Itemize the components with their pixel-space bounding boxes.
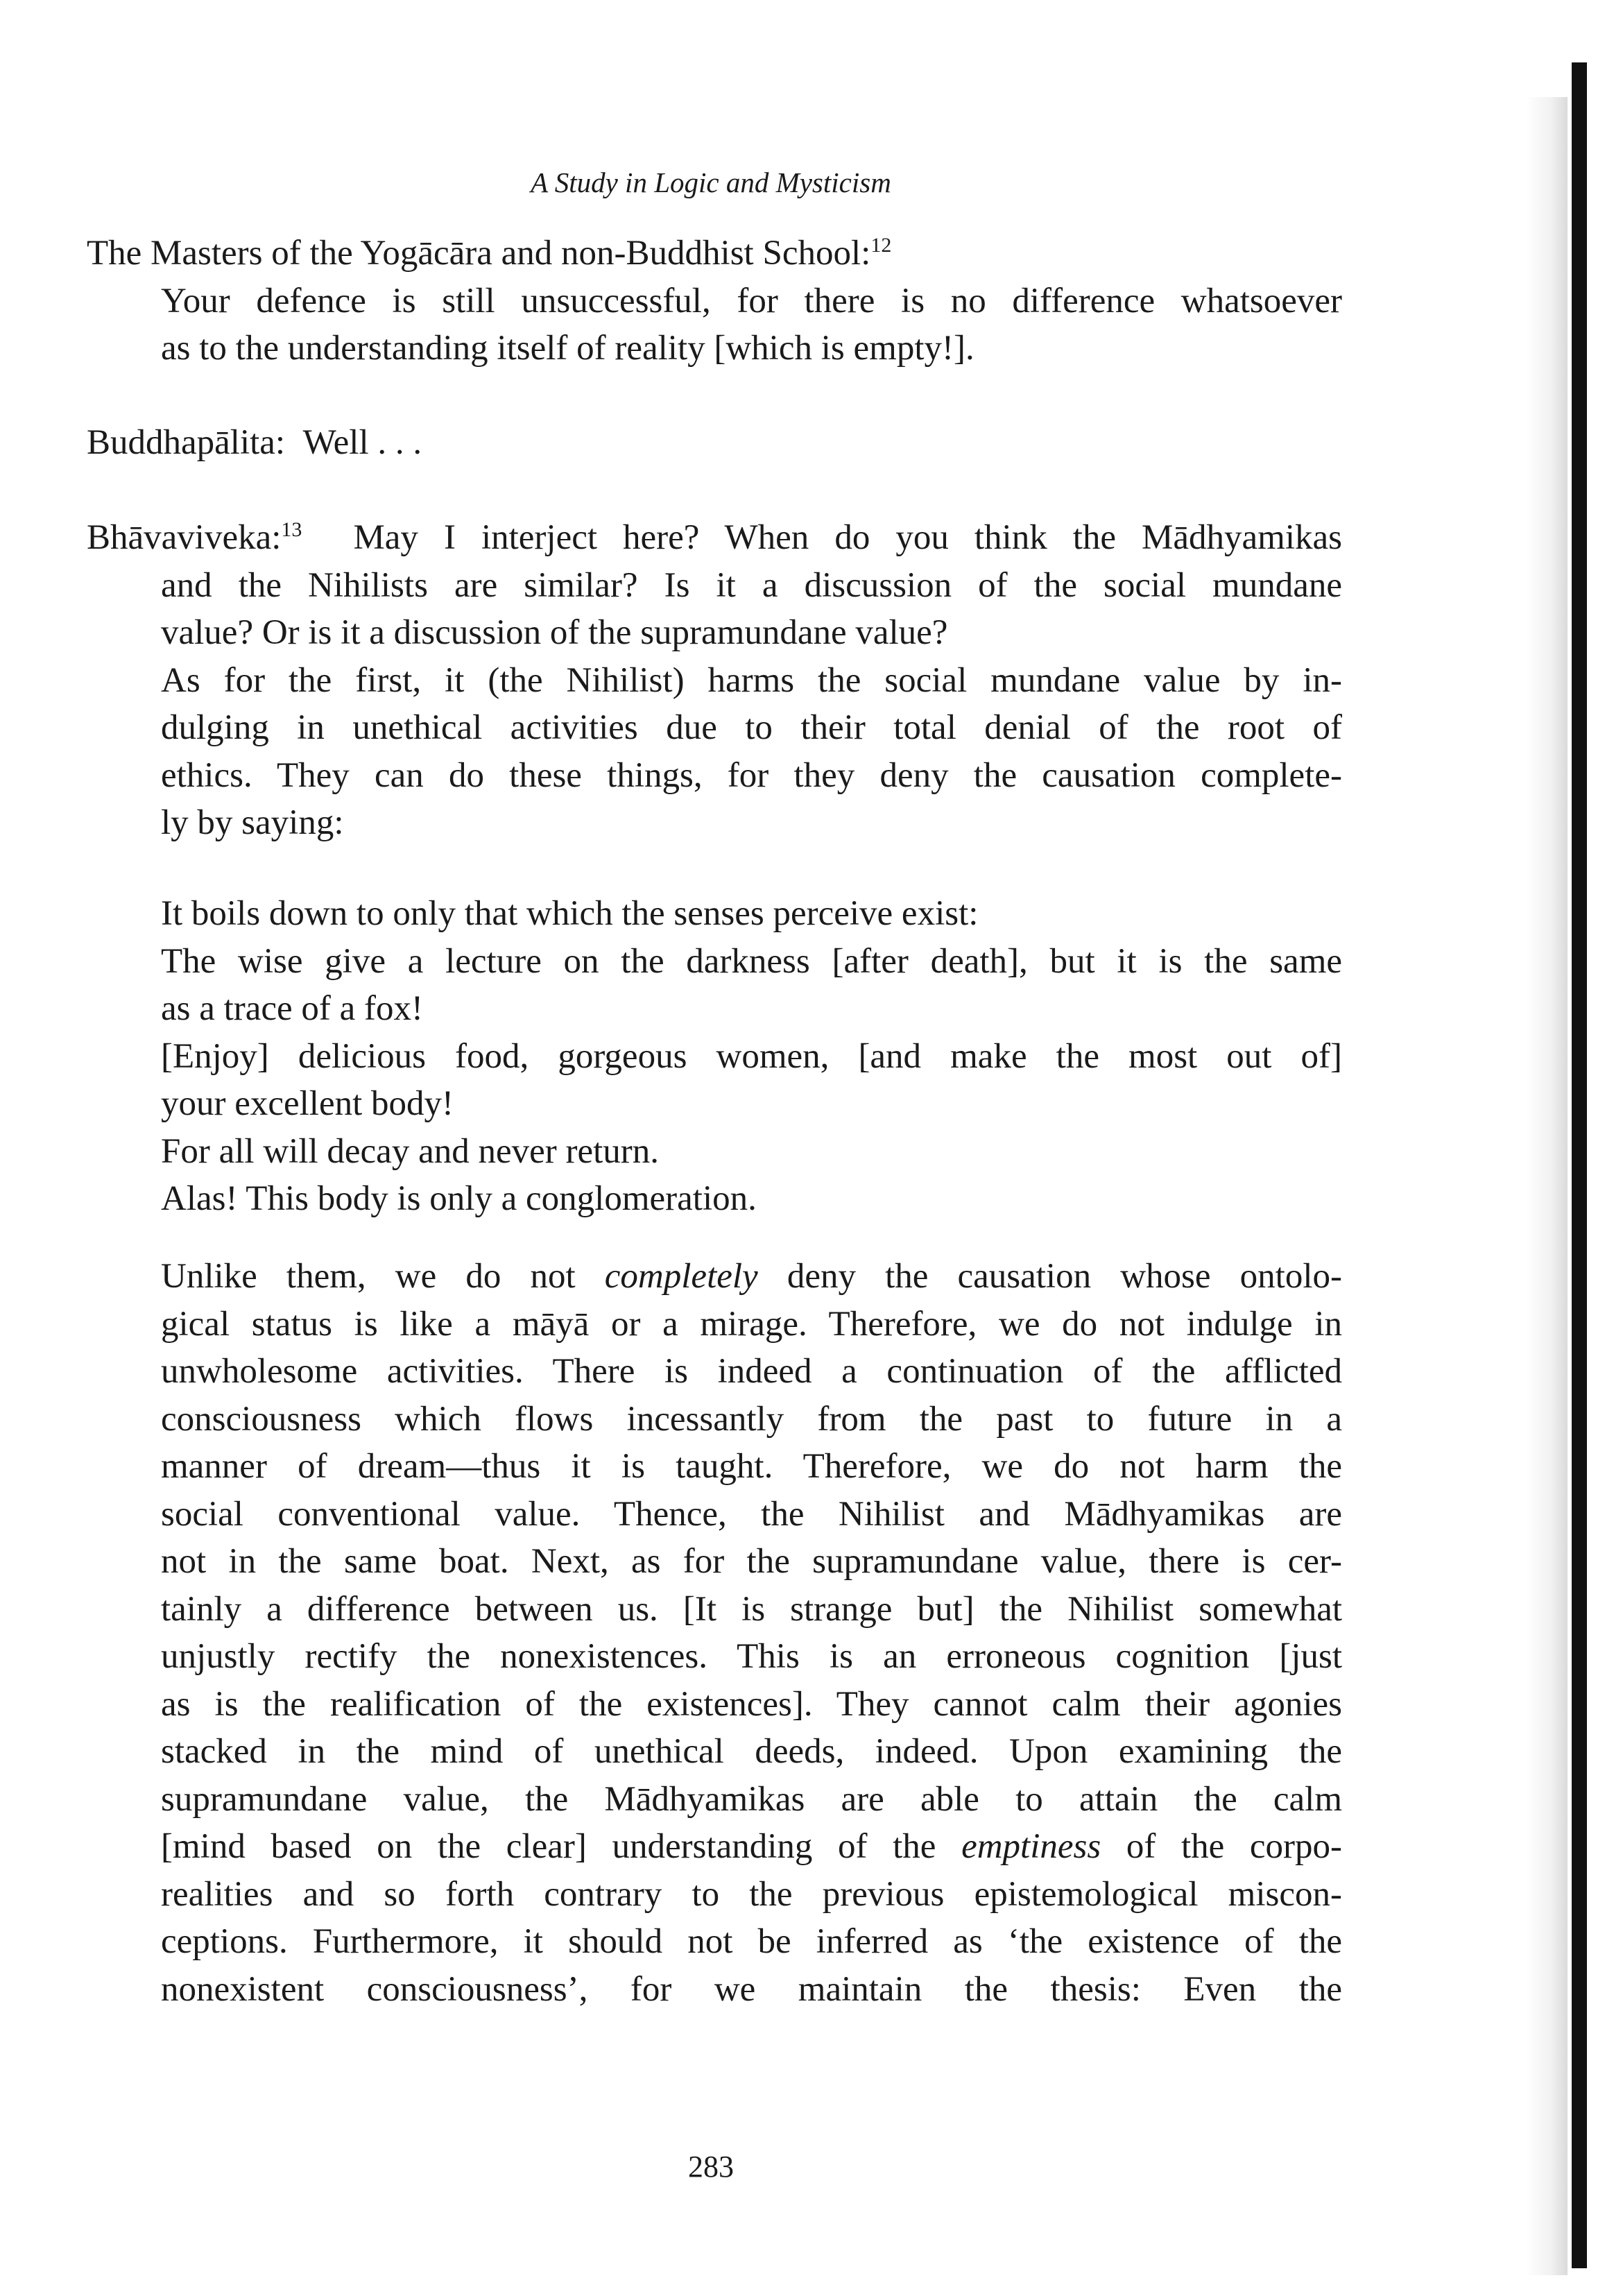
dialogue-text: Well . . . (302, 423, 422, 462)
page-number: 283 (688, 2150, 734, 2184)
text-line: consciousness which flows incessantly from the past to future in a (161, 1399, 1342, 1439)
running-header: A Study in Logic and Mysticism (531, 166, 891, 198)
speaker-block-buddhapalita (87, 419, 1356, 467)
speaker-line (87, 514, 1342, 562)
paragraph-block3 (161, 562, 1342, 847)
verse-line: The wise give a lecture on the darkness [after death], but it is the same (161, 941, 1342, 981)
speaker-block-yogacara (87, 230, 1356, 277)
speaker-line (87, 230, 1356, 277)
binding-edge (1572, 62, 1587, 2268)
text-line: manner of dream—thus it is taught. Therefore, we do not harm the (161, 1447, 1342, 1486)
text-line: gical status is like a māyā or a mirage. Therefore, we do not indulge in (161, 1304, 1342, 1344)
speaker-name: Buddhapālita: (87, 423, 286, 462)
speaker-line (87, 419, 1356, 467)
text-line: nonexistent consciousness’, for we maintain the thesis: Even the (161, 1969, 1342, 2009)
text-line: unwholesome activities. There is indeed a continuation of the afflicted (161, 1352, 1342, 1391)
text-line: social conventional value. Thence, the Nihilist and Mādhyamikas are (161, 1494, 1342, 1534)
text-part: of the corpo- (1126, 1827, 1343, 1866)
verse-line: your excellent body! (161, 1084, 454, 1123)
text-line: As for the first, it (the Nihilist) harms the social mundane value by in- (161, 660, 1342, 700)
emphasis-text: completely (604, 1257, 758, 1296)
text-line: tainly a difference between us. [It is strange but] the Nihilist somewhat (161, 1589, 1342, 1629)
verse-line: [Enjoy] delicious food, gorgeous women, [and make the most out of] (161, 1036, 1342, 1076)
text-part: deny the causation whose ontolo- (787, 1257, 1342, 1296)
text-line: unjustly rectify the nonexistences. This is an erroneous cognition [just (161, 1637, 1342, 1676)
text-line: as to the understanding itself of reality [which is empty!]. (161, 329, 974, 368)
verse-line: It boils down to only that which the senses perceive exist: (161, 894, 979, 933)
text-part: Unlike them, we do not (161, 1257, 576, 1296)
speaker-name: The Masters of the Yogācāra and non-Buddhist School: (87, 234, 871, 273)
text-line: as is the realification of the existences]. They cannot calm their agonies (161, 1684, 1342, 1724)
verse-quotation (161, 890, 1342, 1223)
text-part: [mind based on the clear] understanding of the (161, 1827, 936, 1866)
text-line: not in the same boat. Next, as for the supramundane value, there is cer- (161, 1542, 1342, 1581)
text-line (161, 1253, 1342, 1301)
text-line (161, 1823, 1342, 1871)
gutter-shadow (1526, 97, 1568, 2275)
text-line: Your defence is still unsuccessful, for there is no difference whatsoever (161, 281, 1342, 320)
text-line: ceptions. Furthermore, it should not be inferred as ‘the existence of the (161, 1922, 1342, 1961)
text-line: ethics. They can do these things, for they deny the causation complete- (161, 755, 1342, 795)
text-line: realities and so forth contrary to the previous epistemological miscon- (161, 1874, 1342, 1914)
dialogue-text: May I interject here? When do you think the Mādhyamikas (353, 518, 1342, 557)
verse-line: as a trace of a fox! (161, 989, 424, 1028)
text-line: and the Nihilists are similar? Is it a discussion of the social mundane (161, 565, 1342, 605)
verse-line: For all will decay and never return. (161, 1131, 659, 1171)
speaker-name: Bhāvaviveka: (87, 518, 282, 557)
footnote-ref: 13 (281, 518, 302, 541)
text-line: supramundane value, the Mādhyamikas are able to attain the calm (161, 1779, 1342, 1819)
speaker-block-bhavaviveka (87, 514, 1342, 562)
paragraph-block4 (161, 1253, 1342, 2013)
text-line: dulging in unethical activities due to their total denial of the root of (161, 708, 1342, 747)
footnote-ref: 12 (870, 234, 892, 257)
verse-line: Alas! This body is only a conglomeration. (161, 1179, 757, 1218)
paragraph-block1 (161, 277, 1342, 372)
text-line: ly by saying: (161, 803, 344, 842)
emphasis-text: emptiness (961, 1827, 1101, 1866)
text-line: value? Or is it a discussion of the supramundane value? (161, 613, 948, 652)
text-line: stacked in the mind of unethical deeds, indeed. Upon examining the (161, 1732, 1342, 1771)
